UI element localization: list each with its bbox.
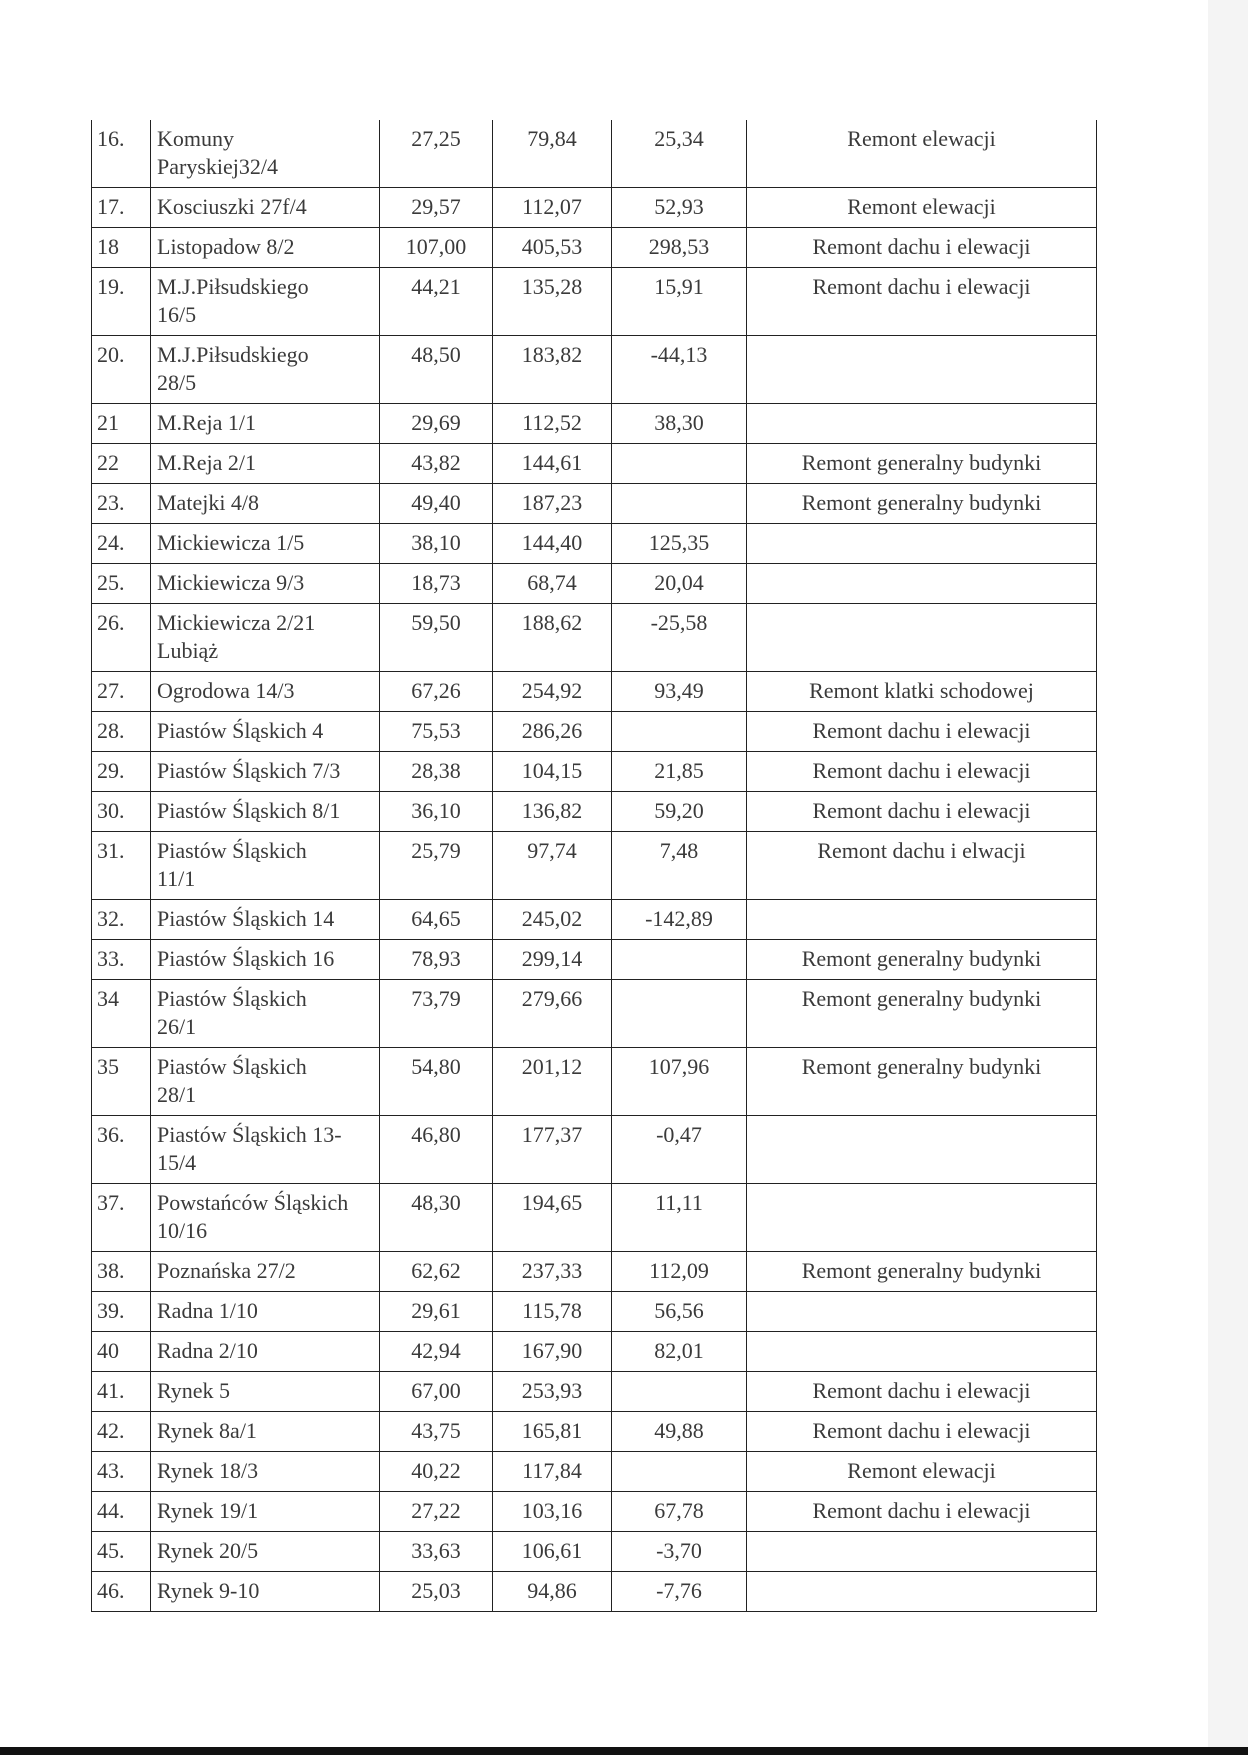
difference-value: 107,96 (612, 1048, 747, 1116)
table-row (92, 1332, 1097, 1372)
remark-cell (747, 1116, 1097, 1184)
difference-value: 82,01 (612, 1332, 747, 1372)
area-value: 36,10 (380, 792, 493, 832)
area-value: 40,22 (380, 1452, 493, 1492)
difference-value: 59,20 (612, 792, 747, 832)
area-value: 48,30 (380, 1184, 493, 1252)
address-cell (151, 1532, 380, 1572)
difference-value: 112,09 (612, 1252, 747, 1292)
address-line: Piastów Śląskich 13- (157, 1122, 342, 1147)
remark-cell: Remont generalny budynki (747, 484, 1097, 524)
remark-cell: Remont dachu i elewacji (747, 752, 1097, 792)
address-cell (151, 1572, 380, 1612)
amount-value: 194,65 (493, 1184, 612, 1252)
area-value: 73,79 (380, 980, 493, 1048)
row-number: 27. (92, 672, 151, 712)
row-number: 21 (92, 404, 151, 444)
address-cell (151, 832, 380, 900)
address-line: 10/16 (157, 1218, 208, 1243)
table-row (92, 228, 1097, 268)
address-line: Piastów Śląskich (157, 986, 307, 1011)
row-number: 23. (92, 484, 151, 524)
row-number: 43. (92, 1452, 151, 1492)
address-line: Rynek 18/3 (157, 1458, 259, 1483)
table-row (92, 1492, 1097, 1532)
difference-value: -44,13 (612, 336, 747, 404)
remark-cell (747, 604, 1097, 672)
remark-cell: Remont dachu i elewacji (747, 1412, 1097, 1452)
area-value: 43,82 (380, 444, 493, 484)
row-number: 19. (92, 268, 151, 336)
address-cell (151, 980, 380, 1048)
address-cell (151, 672, 380, 712)
area-value: 42,94 (380, 1332, 493, 1372)
address-line: Kosciuszki 27f/4 (157, 194, 307, 219)
address-line: Radna 1/10 (157, 1298, 258, 1323)
difference-value: 20,04 (612, 564, 747, 604)
row-number: 42. (92, 1412, 151, 1452)
table-row (92, 1048, 1097, 1116)
amount-value: 112,52 (493, 404, 612, 444)
amount-value: 103,16 (493, 1492, 612, 1532)
row-number: 16. (92, 120, 151, 188)
address-cell (151, 404, 380, 444)
area-value: 78,93 (380, 940, 493, 980)
difference-value: 49,88 (612, 1412, 747, 1452)
remark-cell (747, 404, 1097, 444)
address-cell (151, 188, 380, 228)
table-row (92, 524, 1097, 564)
amount-value: 136,82 (493, 792, 612, 832)
row-number: 39. (92, 1292, 151, 1332)
difference-value (612, 1372, 747, 1412)
area-value: 59,50 (380, 604, 493, 672)
amount-value: 97,74 (493, 832, 612, 900)
address-cell (151, 120, 380, 188)
amount-value: 183,82 (493, 336, 612, 404)
remark-cell: Remont generalny budynki (747, 1252, 1097, 1292)
remark-cell: Remont dachu i elewacji (747, 712, 1097, 752)
address-line: M.Reja 1/1 (157, 410, 256, 435)
row-number: 41. (92, 1372, 151, 1412)
address-cell (151, 1252, 380, 1292)
row-number: 34 (92, 980, 151, 1048)
area-value: 18,73 (380, 564, 493, 604)
address-line: Piastów Śląskich 7/3 (157, 758, 341, 783)
table-row (92, 752, 1097, 792)
table-row (92, 1372, 1097, 1412)
table-row (92, 1452, 1097, 1492)
address-line: Piastów Śląskich 4 (157, 718, 324, 743)
row-number: 36. (92, 1116, 151, 1184)
difference-value: -142,89 (612, 900, 747, 940)
table-row (92, 792, 1097, 832)
table-row (92, 564, 1097, 604)
address-cell (151, 1372, 380, 1412)
table-row (92, 1532, 1097, 1572)
area-value: 29,57 (380, 188, 493, 228)
address-line: M.J.Piłsudskiego (157, 274, 309, 299)
row-number: 45. (92, 1532, 151, 1572)
table-row (92, 980, 1097, 1048)
area-value: 33,63 (380, 1532, 493, 1572)
area-value: 29,61 (380, 1292, 493, 1332)
table-row (92, 120, 1097, 188)
difference-value: 125,35 (612, 524, 747, 564)
table-row (92, 604, 1097, 672)
table-row (92, 1184, 1097, 1252)
page-edge (1208, 0, 1248, 1755)
remark-cell: Remont elewacji (747, 1452, 1097, 1492)
address-cell (151, 1492, 380, 1532)
amount-value: 167,90 (493, 1332, 612, 1372)
address-line: 28/5 (157, 370, 197, 395)
table-row (92, 1572, 1097, 1612)
remark-cell (747, 1532, 1097, 1572)
table-row (92, 336, 1097, 404)
row-number: 44. (92, 1492, 151, 1532)
address-line: 11/1 (157, 866, 196, 891)
amount-value: 253,93 (493, 1372, 612, 1412)
remark-cell (747, 564, 1097, 604)
area-value: 27,25 (380, 120, 493, 188)
table-row (92, 900, 1097, 940)
table-row (92, 1252, 1097, 1292)
amount-value: 112,07 (493, 188, 612, 228)
amount-value: 117,84 (493, 1452, 612, 1492)
remark-cell: Remont dachu i elewacji (747, 1372, 1097, 1412)
amount-value: 286,26 (493, 712, 612, 752)
difference-value: 15,91 (612, 268, 747, 336)
difference-value (612, 712, 747, 752)
address-line: Piastów Śląskich 14 (157, 906, 335, 931)
area-value: 46,80 (380, 1116, 493, 1184)
address-cell (151, 1332, 380, 1372)
table-row (92, 940, 1097, 980)
difference-value: 56,56 (612, 1292, 747, 1332)
row-number: 26. (92, 604, 151, 672)
difference-value: 25,34 (612, 120, 747, 188)
remark-cell (747, 1572, 1097, 1612)
remark-cell: Remont dachu i elewacji (747, 1492, 1097, 1532)
table-row (92, 188, 1097, 228)
area-value: 27,22 (380, 1492, 493, 1532)
area-value: 43,75 (380, 1412, 493, 1452)
address-line: Piastów Śląskich (157, 1054, 307, 1079)
amount-value: 245,02 (493, 900, 612, 940)
table-body (92, 120, 1097, 1612)
difference-value (612, 940, 747, 980)
area-value: 25,03 (380, 1572, 493, 1612)
difference-value: 93,49 (612, 672, 747, 712)
amount-value: 201,12 (493, 1048, 612, 1116)
row-number: 22 (92, 444, 151, 484)
amount-value: 144,61 (493, 444, 612, 484)
address-line: Lubiąż (157, 638, 219, 663)
row-number: 35 (92, 1048, 151, 1116)
area-value: 67,00 (380, 1372, 493, 1412)
table-row (92, 832, 1097, 900)
difference-value: -25,58 (612, 604, 747, 672)
area-value: 28,38 (380, 752, 493, 792)
row-number: 37. (92, 1184, 151, 1252)
row-number: 40 (92, 1332, 151, 1372)
remark-cell (747, 1184, 1097, 1252)
row-number: 31. (92, 832, 151, 900)
address-line: Rynek 19/1 (157, 1498, 259, 1523)
address-cell (151, 1116, 380, 1184)
remark-cell: Remont elewacji (747, 188, 1097, 228)
address-cell (151, 940, 380, 980)
address-cell (151, 524, 380, 564)
remark-cell (747, 900, 1097, 940)
row-number: 33. (92, 940, 151, 980)
address-cell (151, 484, 380, 524)
difference-value (612, 1452, 747, 1492)
row-number: 17. (92, 188, 151, 228)
row-number: 38. (92, 1252, 151, 1292)
address-cell (151, 1184, 380, 1252)
remark-cell (747, 524, 1097, 564)
address-line: Paryskiej32/4 (157, 154, 278, 179)
amount-value: 254,92 (493, 672, 612, 712)
amount-value: 188,62 (493, 604, 612, 672)
row-number: 30. (92, 792, 151, 832)
amount-value: 187,23 (493, 484, 612, 524)
table-row (92, 268, 1097, 336)
row-number: 20. (92, 336, 151, 404)
difference-value: -0,47 (612, 1116, 747, 1184)
address-line: 26/1 (157, 1014, 197, 1039)
difference-value: 52,93 (612, 188, 747, 228)
address-line: Rynek 8a/1 (157, 1418, 257, 1443)
address-line: Radna 2/10 (157, 1338, 258, 1363)
address-line: Mickiewicza 1/5 (157, 530, 305, 555)
amount-value: 115,78 (493, 1292, 612, 1332)
address-cell (151, 1292, 380, 1332)
address-line: Powstańców Śląskich (157, 1190, 349, 1215)
difference-value: 38,30 (612, 404, 747, 444)
table-row (92, 404, 1097, 444)
remark-cell (747, 1292, 1097, 1332)
row-number: 25. (92, 564, 151, 604)
address-cell (151, 604, 380, 672)
area-value: 49,40 (380, 484, 493, 524)
amount-value: 405,53 (493, 228, 612, 268)
row-number: 18 (92, 228, 151, 268)
address-line: Ogrodowa 14/3 (157, 678, 295, 703)
address-line: 28/1 (157, 1082, 197, 1107)
difference-value: 298,53 (612, 228, 747, 268)
amount-value: 79,84 (493, 120, 612, 188)
address-cell (151, 1452, 380, 1492)
amount-value: 237,33 (493, 1252, 612, 1292)
amount-value: 165,81 (493, 1412, 612, 1452)
row-number: 29. (92, 752, 151, 792)
difference-value (612, 484, 747, 524)
scan-bottom-edge (0, 1747, 1248, 1755)
address-line: Komuny (157, 126, 234, 151)
row-number: 32. (92, 900, 151, 940)
area-value: 29,69 (380, 404, 493, 444)
address-cell (151, 444, 380, 484)
address-line: Piastów Śląskich 16 (157, 946, 335, 971)
remark-cell: Remont generalny budynki (747, 940, 1097, 980)
area-value: 44,21 (380, 268, 493, 336)
address-line: M.J.Piłsudskiego (157, 342, 309, 367)
row-number: 46. (92, 1572, 151, 1612)
address-line: Piastów Śląskich (157, 838, 307, 863)
row-number: 28. (92, 712, 151, 752)
remark-cell: Remont generalny budynki (747, 1048, 1097, 1116)
difference-value: 11,11 (612, 1184, 747, 1252)
difference-value: 21,85 (612, 752, 747, 792)
area-value: 54,80 (380, 1048, 493, 1116)
table-row (92, 1292, 1097, 1332)
area-value: 25,79 (380, 832, 493, 900)
remark-cell: Remont dachu i elewacji (747, 792, 1097, 832)
area-value: 48,50 (380, 336, 493, 404)
remark-cell: Remont elewacji (747, 120, 1097, 188)
table-row (92, 484, 1097, 524)
address-cell (151, 712, 380, 752)
table-row (92, 712, 1097, 752)
difference-value: 67,78 (612, 1492, 747, 1532)
amount-value: 177,37 (493, 1116, 612, 1184)
amount-value: 104,15 (493, 752, 612, 792)
address-line: Piastów Śląskich 8/1 (157, 798, 341, 823)
address-line: Mickiewicza 9/3 (157, 570, 305, 595)
address-cell (151, 1412, 380, 1452)
remark-cell: Remont generalny budynki (747, 444, 1097, 484)
amount-value: 299,14 (493, 940, 612, 980)
area-value: 38,10 (380, 524, 493, 564)
remark-cell (747, 336, 1097, 404)
area-value: 64,65 (380, 900, 493, 940)
difference-value (612, 444, 747, 484)
remark-cell: Remont klatki schodowej (747, 672, 1097, 712)
amount-value: 68,74 (493, 564, 612, 604)
address-line: M.Reja 2/1 (157, 450, 256, 475)
address-line: Mickiewicza 2/21 (157, 610, 316, 635)
area-value: 107,00 (380, 228, 493, 268)
apartments-table (91, 120, 1097, 1612)
address-cell (151, 336, 380, 404)
address-cell (151, 564, 380, 604)
address-cell (151, 752, 380, 792)
area-value: 75,53 (380, 712, 493, 752)
difference-value (612, 980, 747, 1048)
remark-cell: Remont dachu i elewacji (747, 228, 1097, 268)
amount-value: 279,66 (493, 980, 612, 1048)
difference-value: 7,48 (612, 832, 747, 900)
remark-cell: Remont dachu i elwacji (747, 832, 1097, 900)
table-row (92, 444, 1097, 484)
difference-value: -7,76 (612, 1572, 747, 1612)
address-line: 15/4 (157, 1150, 197, 1175)
address-cell (151, 900, 380, 940)
address-line: Rynek 9-10 (157, 1578, 260, 1603)
table-row (92, 1412, 1097, 1452)
remark-cell: Remont generalny budynki (747, 980, 1097, 1048)
address-line: Matejki 4/8 (157, 490, 260, 515)
table-row (92, 1116, 1097, 1184)
address-line: Poznańska 27/2 (157, 1258, 296, 1283)
address-cell (151, 228, 380, 268)
address-line: Listopadow 8/2 (157, 234, 295, 259)
address-line: Rynek 5 (157, 1378, 231, 1403)
address-cell (151, 268, 380, 336)
area-value: 67,26 (380, 672, 493, 712)
difference-value: -3,70 (612, 1532, 747, 1572)
address-line: Rynek 20/5 (157, 1538, 259, 1563)
remark-cell (747, 1332, 1097, 1372)
address-line: 16/5 (157, 302, 197, 327)
amount-value: 106,61 (493, 1532, 612, 1572)
area-value: 62,62 (380, 1252, 493, 1292)
table-row (92, 672, 1097, 712)
amount-value: 144,40 (493, 524, 612, 564)
amount-value: 94,86 (493, 1572, 612, 1612)
amount-value: 135,28 (493, 268, 612, 336)
address-cell (151, 1048, 380, 1116)
row-number: 24. (92, 524, 151, 564)
address-cell (151, 792, 380, 832)
remark-cell: Remont dachu i elewacji (747, 268, 1097, 336)
